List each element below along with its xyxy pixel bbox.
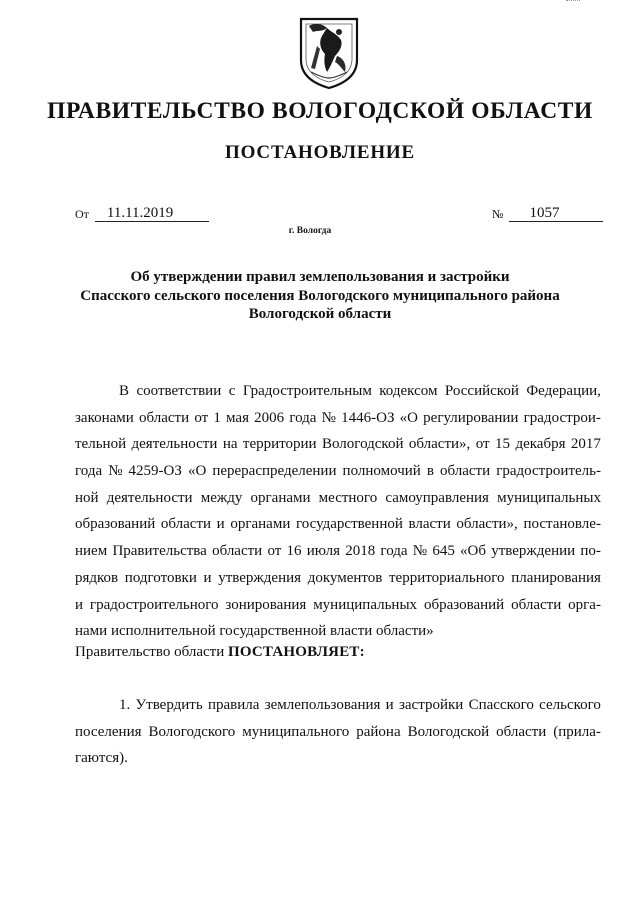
word: года [380,543,408,560]
word: 1. [119,697,131,713]
word: декабря [515,436,566,453]
word: рядков [75,569,119,586]
body-line [75,565,601,592]
word: местного [318,489,378,506]
word: 2006 [254,409,285,426]
word: области», [456,516,518,533]
word: 16 [286,543,302,560]
word: территории [242,436,317,453]
word: кодексом [379,383,438,399]
word: 645 [432,543,455,560]
word: между [200,489,243,506]
word: и [203,569,212,586]
item-line [75,692,601,719]
word: «О [187,463,207,480]
word: и [385,697,394,713]
word: регулировании [423,409,519,426]
word: на [222,436,238,453]
word: Утвердить [135,697,203,713]
word: 1 [213,409,221,426]
word: градостроитель- [496,463,601,480]
body-line [75,405,601,432]
word: муниципальных [497,489,601,506]
word: власти [408,516,451,533]
word: перераспределении [212,463,337,480]
word: сельского [539,697,601,713]
word: муниципального [242,723,350,740]
word: зонирования [225,596,307,613]
coat-of-arms-icon [297,16,361,90]
item-line: гаются). [75,750,128,767]
body-line [75,485,601,512]
word: правила [207,697,260,713]
word: года [289,409,317,426]
item-line [75,719,601,746]
body-line [75,378,601,405]
subject-line: Вологодской области [248,306,392,322]
word: территориального [389,569,505,586]
word: образований [423,596,505,613]
word: 15 [495,436,511,453]
word: 2018 [345,543,376,560]
word: № [108,463,123,480]
body-line [75,458,601,485]
word: и [75,596,84,613]
word: с [228,383,236,399]
subject-line: Об утверждении правил землепользования и застройки [130,269,510,285]
word: «О [399,409,418,426]
word: Спасского [468,697,534,713]
word: 2017 [570,436,601,453]
subject-line: Спасского сельского поселения Вологодского муниципального района [80,287,560,304]
body-line [75,511,601,538]
number-label: № [492,207,504,221]
word: № [412,543,428,560]
decree-prefix: Правительство области [75,644,225,660]
body-line [75,592,601,619]
word: мая [226,409,249,426]
city-label: г. Вологда [288,226,332,236]
word: орга- [568,596,601,613]
word: Вологодской [407,723,490,740]
government-title: ПРАВИТЕЛЬСТВО ВОЛОГОДСКОЙ ОБЛАСТИ [47,98,593,124]
word: Правительства [112,543,207,560]
word: полномочий [342,463,421,480]
word: органами [230,516,291,533]
word: деятельности [106,489,193,506]
decree-keyword: ПОСТАНОВЛЯЕТ: [227,644,365,660]
word: от [194,409,209,426]
item-1-paragraph [75,692,601,772]
date-label: От [75,207,89,221]
word: июля [306,543,340,560]
decree-line [75,644,365,661]
word: (прила- [553,723,601,740]
word: области», [408,436,471,453]
word: по- [580,543,601,560]
word: утверждения [218,569,302,586]
word: поселения [75,723,142,740]
word: Вологодской [322,436,404,453]
word: области [160,516,212,533]
word: документов [307,569,383,586]
number-field [492,205,603,222]
date-value: 11.11.2019 [95,205,209,222]
word: 4259-ОЗ [128,463,182,480]
word: постановле- [523,516,601,533]
scan-artifact [566,0,580,5]
word: утверждении [491,543,576,560]
word: планирования [511,569,601,586]
word: Российской [444,383,519,399]
word: Вологодского [148,723,236,740]
word: от [475,436,490,453]
body-line: нами исполнительной государственной власти области» [75,623,434,640]
word: № [321,409,336,426]
word: области [139,409,190,426]
body-line [75,431,601,458]
word: землепользования [264,697,381,713]
word: образований [75,516,156,533]
word: тельной [75,436,127,453]
word: государственной [295,516,403,533]
word: 1446-ОЗ [341,409,395,426]
word: нием [75,543,108,560]
word: законами [75,409,134,426]
word: и [216,516,225,533]
word: года [75,463,103,480]
preamble-paragraph [75,378,601,645]
word: самоуправления [385,489,489,506]
word: деятельности [131,436,218,453]
word: «Об [460,543,486,560]
word: области [212,543,263,560]
body-line [75,538,601,565]
word: градостроительного [89,596,219,613]
word: ной [75,489,99,506]
word: органами [250,489,311,506]
number-value: 1057 [509,205,603,222]
word: района [356,723,401,740]
date-field [75,205,209,222]
word: области [440,463,491,480]
word: в [426,463,434,480]
word: Градостроительным [242,383,372,399]
word: В [119,383,130,399]
document-subject [60,268,580,324]
word: муниципальных [313,596,418,613]
word: застройки [398,697,464,713]
word: области [511,596,562,613]
word: градострои- [523,409,601,426]
word: Федерации, [526,383,601,399]
word: подготовки [124,569,197,586]
word: соответствии [136,383,222,399]
word: области [496,723,547,740]
word: от [267,543,282,560]
document-type: ПОСТАНОВЛЕНИЕ [225,142,415,163]
